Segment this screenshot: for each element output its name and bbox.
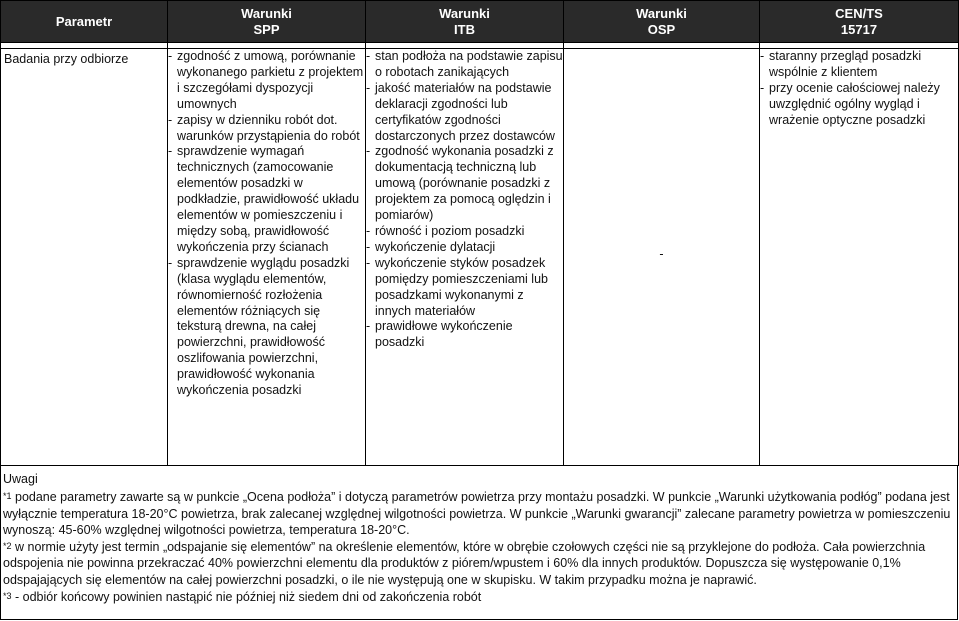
list-item: - przy ocenie całościowej należy uwzględnić ogólny wygląd i wrażenie optyczne posadzki [760, 81, 958, 129]
list-item: - staranny przegląd posadzki wspólnie z klientem [760, 49, 958, 81]
list-item: - zgodność z umową, porównanie wykonanego parkietu z projektem i szczegółami dyspozycji umownych [168, 49, 365, 113]
header-osp [564, 1, 760, 43]
list-item: - zgodność wykonania posadzki z dokumentacją techniczną lub umową (porównanie posadzki z projektem za pomocą oględzin i pomiarów) [366, 144, 563, 224]
header-parametr [1, 1, 168, 43]
spp-cell [168, 49, 366, 466]
note-marker: *2 [3, 541, 12, 552]
header-line2: 15717 [840, 21, 878, 37]
note-2 [3, 538, 953, 588]
osp-cell [564, 49, 760, 466]
header-line1: CEN/TS [835, 5, 883, 21]
list-item: - sprawdzenie wyglądu posadzki (klasa wyglądu elementów, równomierność rozłożenia elementów różniących się teksturą drewna, na całej powierzchni, prawidłowość oszlifowania powierzchni, prawidłowość wykonania wykończenia posadzki [168, 256, 365, 399]
itb-cell [366, 49, 564, 466]
row-label: Badania przy odbiorze [1, 49, 168, 466]
list-item: - stan podłoża na podstawie zapisu o robotach zanikających [366, 49, 563, 81]
header-cen-ts [760, 1, 959, 43]
notes-section [0, 466, 958, 620]
notes-heading: Uwagi [3, 472, 38, 486]
table-row [1, 49, 959, 466]
list-item: - prawidłowe wykończenie posadzki [366, 319, 563, 351]
header-line1: Parametr [55, 13, 113, 29]
header-line2: ITB [454, 21, 475, 37]
list-item: - jakość materiałów na podstawie deklaracji zgodności lub certyfikatów zgodności dostarczonych przez dostawców [366, 81, 563, 145]
list-item: - wykończenie styków posadzek pomiędzy pomieszczeniami lub posadzkami wykonanymi z innych materiałów [366, 256, 563, 320]
header-line1: Warunki [241, 5, 292, 21]
list-item: - sprawdzenie wymagań technicznych (zamocowanie elementów posadzki w podkładzie, prawidłowość układu elementów w pomieszczeniu i między sobą, prawidłowość wykończenia przy ścianach [168, 144, 365, 255]
list-item: - równość i poziom posadzki [366, 224, 563, 240]
header-row [1, 1, 959, 43]
cen-cell [760, 49, 959, 466]
note-text: podane parametry zawarte są w punkcie „Ocena podłoża” i dotyczą parametrów powietrza przy montażu posadzki. W punkcie „Warunki użytkowania podłóg” podana jest wyłącznie temperatura 18-20°C powietrza, brak zalecanej względnej wilgotności powietrza. W punkcie „Warunki gwarancji” zalecane parametry powietrza w pomieszczeniu wynoszą: 45-60% względnej wilgotności powietrza, temperatura 18-20°C. [3, 490, 951, 537]
list-item: - wykończenie dylatacji [366, 240, 563, 256]
note-3 [3, 588, 953, 605]
header-line2: OSP [647, 21, 676, 37]
header-line1: Warunki [636, 5, 687, 21]
header-line1: Warunki [439, 5, 490, 21]
header-spp [168, 1, 366, 43]
note-marker: *3 [3, 591, 12, 602]
note-text: w normie użyty jest termin „odspajanie się elementów” na określenie elementów, które w obrębie czołowych części nie są przyklejone do podłoża. Cała powierzchnia odspojenia nie powinna przekraczać 40% powierzchni elementu dla produktów z piórem/wpustem i 60% dla innych produktów. Dopuszcza się występowanie 0,1% odspajających się elementów na całej powierzchni posadzki, o ile nie występują one w skupisku. W takim przypadku można je naprawić. [3, 540, 926, 587]
note-text: - odbiór końcowy powinien nastąpić nie później niż siedem dni od zakończenia robót [11, 590, 482, 605]
header-line2: SPP [253, 21, 280, 37]
note-marker: *1 [3, 491, 12, 502]
header-itb [366, 1, 564, 43]
note-1 [3, 488, 953, 538]
list-item: - zapisy w dzienniku robót dot. warunków przystąpienia do robót [168, 113, 365, 145]
osp-value: - [659, 247, 664, 262]
